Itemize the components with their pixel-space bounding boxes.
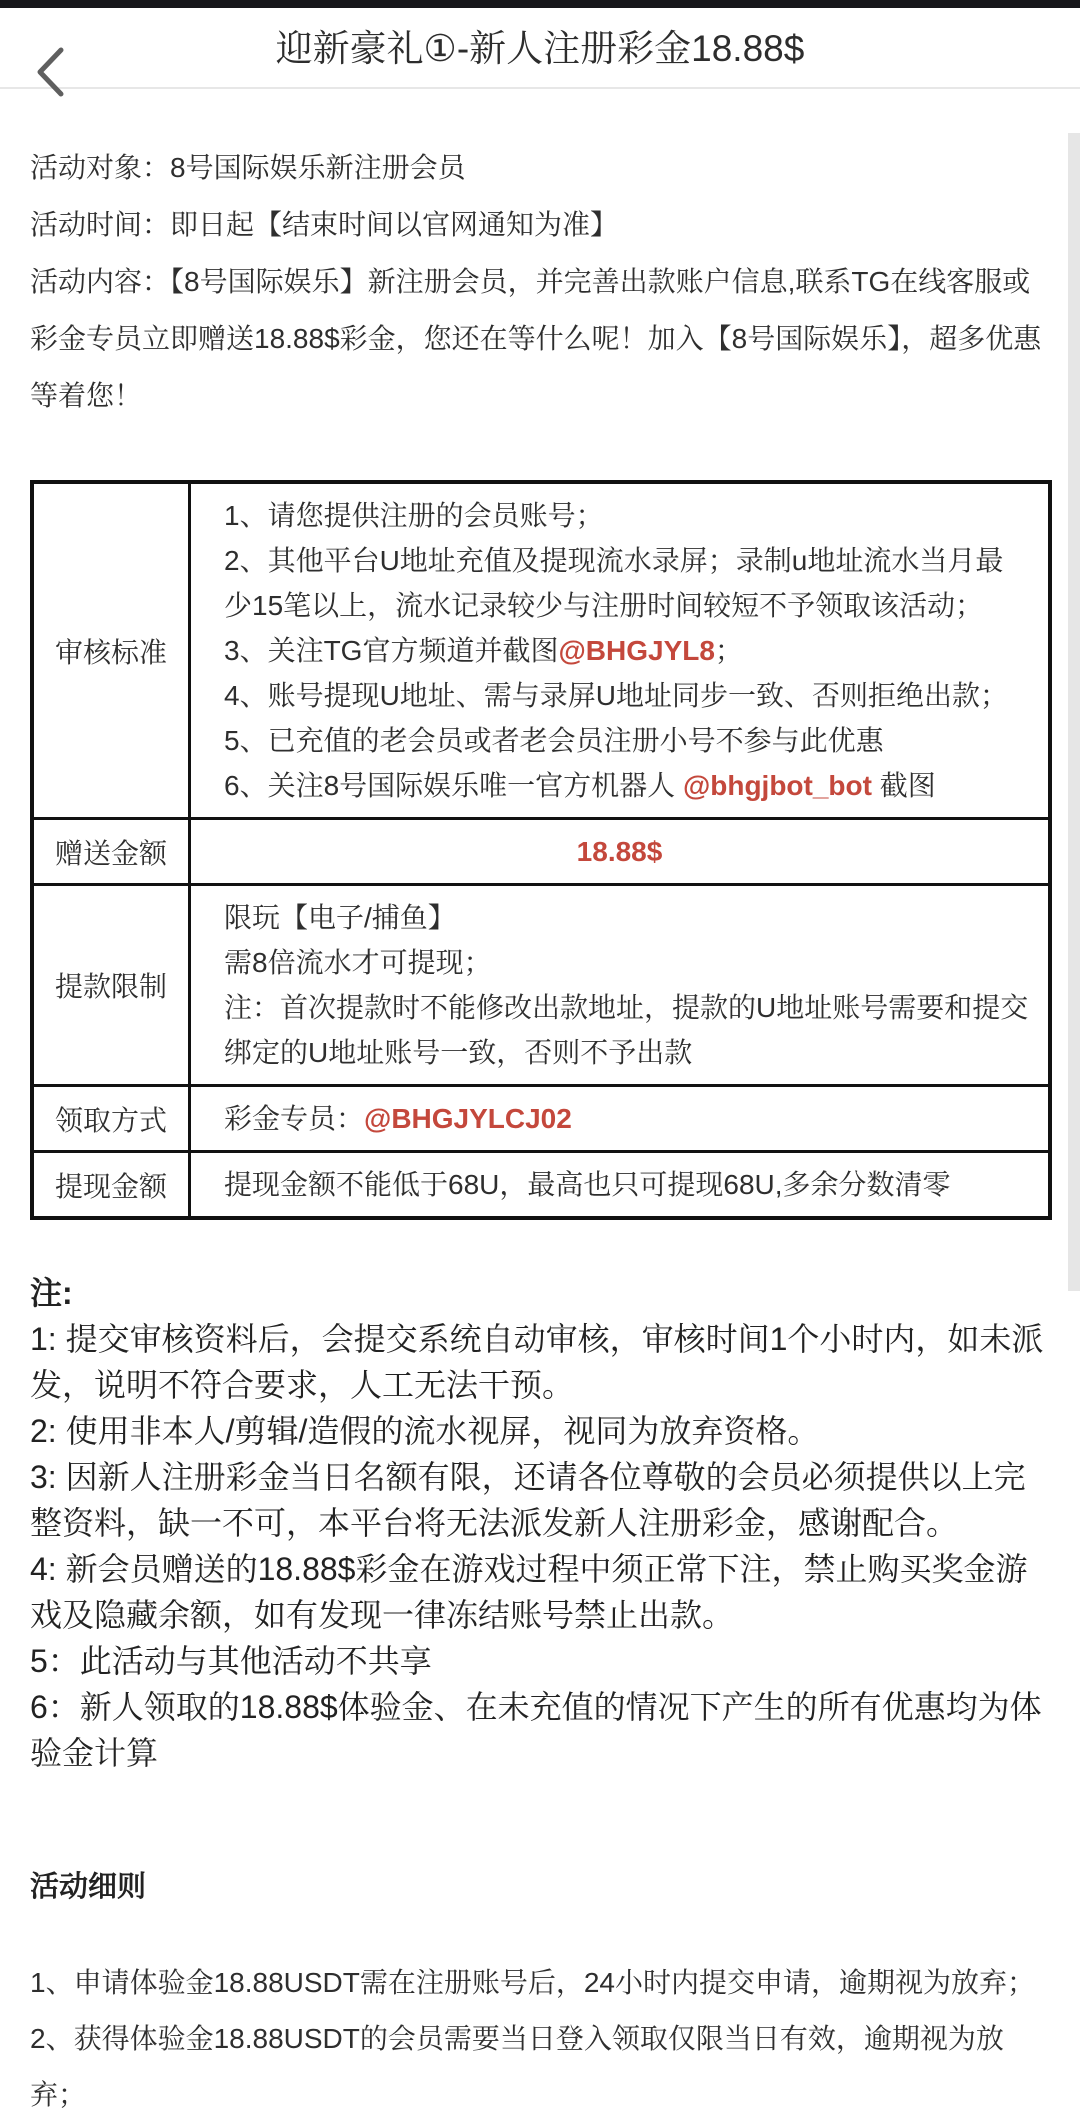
- cell-text: 5、已充值的老会员或者老会员注册小号不参与此优惠: [224, 725, 884, 756]
- chevron-left-icon: [28, 44, 74, 100]
- cell-text: 需8倍流水才可提现；: [224, 947, 492, 978]
- scrollbar-thumb[interactable]: [1068, 133, 1080, 1291]
- table-row: [32, 885, 1050, 1086]
- intro-paragraph: 活动内容：【8号国际娱乐】新注册会员，并完善出款账户信息,联系TG在线客服或彩金专员立即赠送18.88$彩金，您还在等什么呢！加入【8号国际娱乐】，超多优惠等着您！: [30, 266, 1042, 411]
- note-line: 2: 使用非本人/剪辑/造假的流水视屏，视同为放弃资格。: [30, 1413, 820, 1449]
- cell-text: 截图: [871, 770, 936, 801]
- note-line: 1: 提交审核资料后，会提交系统自动审核，审核时间1个小时内，如未派发，说明不符合要求，人工无法干预。: [30, 1321, 1044, 1403]
- details-section: [30, 1864, 1050, 2123]
- rules-table: [30, 480, 1052, 1220]
- cell-text: ；: [714, 635, 743, 666]
- cell-line: [224, 673, 1030, 718]
- cell-text: 6、关注8号国际娱乐唯一官方机器人: [224, 770, 683, 801]
- row-label: 赠送金额: [32, 819, 190, 885]
- cell-line: [224, 538, 1030, 628]
- cell-text: 注：首次提款时不能修改出款地址，提款的U地址账号需要和提交绑定的U地址账号一致，否则不予出款: [224, 992, 1029, 1068]
- details-lines: [30, 1955, 1050, 2123]
- row-content: [190, 1086, 1051, 1152]
- cell-line: [224, 718, 1030, 763]
- cell-text: 彩金专员：: [224, 1103, 365, 1134]
- note-line: 3: 因新人注册彩金当日名额有限，还请各位尊敬的会员必须提供以上完整资料，缺一不可，本平台将无法派发新人注册彩金，感谢配合。: [30, 1459, 1026, 1541]
- table-row: [32, 482, 1050, 819]
- row-content: [190, 482, 1051, 819]
- note-line: 4: 新会员赠送的18.88$彩金在游戏过程中须正常下注，禁止购买奖金游戏及隐藏余额，如有发现一律冻结账号禁止出款。: [30, 1551, 1028, 1633]
- cell-text: 1、请您提供注册的会员账号；: [224, 500, 604, 531]
- notes-lines: [30, 1316, 1050, 1776]
- row-label: 提款限制: [32, 885, 190, 1086]
- notes-section: [30, 1270, 1050, 1776]
- cell-text: 提现金额不能低于68U，最高也只可提现68U,多余分数清零: [224, 1169, 951, 1200]
- note-line: 5：此活动与其他活动不共享: [30, 1643, 432, 1679]
- back-button[interactable]: [28, 44, 74, 100]
- top-bar: [0, 0, 1080, 8]
- table-row: [32, 1152, 1050, 1219]
- table-row: [32, 819, 1050, 885]
- rules-table-body: [32, 482, 1050, 1218]
- note-line: 6：新人领取的18.88$体验金、在未充值的情况下产生的所有优惠均为体验金计算: [30, 1689, 1042, 1771]
- row-content: [190, 1152, 1051, 1219]
- row-content: [190, 885, 1051, 1086]
- cell-text: 3、关注TG官方频道并截图: [224, 635, 559, 666]
- intro-paragraphs: [30, 139, 1050, 424]
- cell-line: [209, 829, 1030, 874]
- cell-line: [224, 895, 1030, 940]
- notes-title: 注:: [30, 1275, 73, 1311]
- row-label: 审核标准: [32, 482, 190, 819]
- cell-text: 2、其他平台U地址充值及提现流水录屏；录制u地址流水当月最少15笔以上，流水记录较少与注册时间较短不予领取该活动；: [224, 545, 1004, 621]
- header: [0, 8, 1080, 89]
- detail-line: 2、获得体验金18.88USDT的会员需要当日登入领取仅限当日有效，逾期视为放弃；: [30, 2023, 1004, 2110]
- intro-paragraph: 活动时间：即日起【结束时间以官网通知为准】: [30, 209, 619, 240]
- cell-line: [224, 628, 1030, 673]
- content: [0, 139, 1080, 2123]
- intro-paragraph: 活动对象：8号国际娱乐新注册会员: [30, 152, 466, 183]
- row-label: 领取方式: [32, 1086, 190, 1152]
- details-title: 活动细则: [30, 1871, 147, 1903]
- telegram-handle: @BHGJYL8: [558, 635, 715, 666]
- cell-line: [224, 940, 1030, 985]
- table-row: [32, 1086, 1050, 1152]
- cell-text: 4、账号提现U地址、需与录屏U地址同步一致、否则拒绝出款；: [224, 680, 1009, 711]
- telegram-handle: @BHGJYLCJ02: [364, 1103, 572, 1134]
- telegram-handle: 18.88$: [576, 836, 663, 867]
- cell-line: [224, 493, 1030, 538]
- cell-line: [224, 763, 1030, 808]
- cell-text: 限玩【电子/捕鱼】: [224, 902, 456, 933]
- row-content: [190, 819, 1051, 885]
- cell-line: [224, 985, 1030, 1075]
- detail-line: 1、申请体验金18.88USDT需在注册账号后，24小时内提交申请，逾期视为放弃；: [30, 1967, 1036, 1998]
- cell-line: [224, 1096, 1030, 1141]
- cell-line: [224, 1162, 1030, 1207]
- page-title: 迎新豪礼①-新人注册彩金18.88$: [275, 28, 805, 69]
- row-label: 提现金额: [32, 1152, 190, 1219]
- telegram-handle: @bhgjbot_bot: [682, 770, 872, 801]
